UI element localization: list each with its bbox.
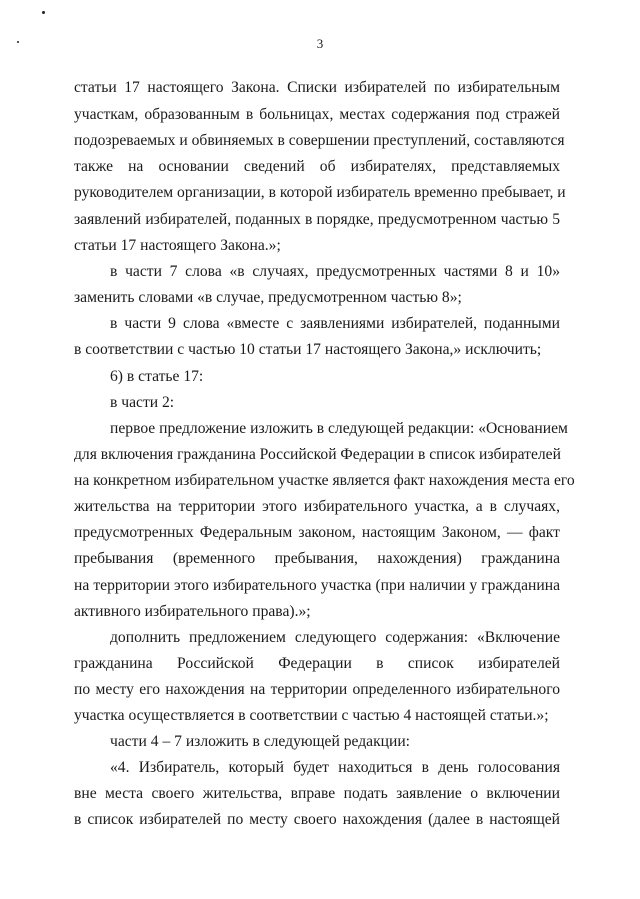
text-line: в части 7 слова «в случаях, предусмотренных частями 8 и 10» (110, 263, 560, 280)
text-line: заменить словами «в случае, предусмотренном частью 8»; (74, 289, 462, 306)
text-line: участкам, образованным в больницах, местах содержания под стражей (74, 106, 560, 123)
text-line: статьи 17 настоящего Закона.»; (74, 237, 281, 254)
text-line: статьи 17 настоящего Закона. Списки избирателей по избирательным (74, 79, 560, 96)
text-line: дополнить предложением следующего содержания: «Включение (110, 629, 560, 646)
text-line: жительства на территории этого избирательного участка, а в случаях, (74, 498, 560, 515)
text-line: на территории этого избирательного участка (при наличии у гражданина (74, 577, 560, 594)
text-line: пребывания (временного пребывания, нахождения) гражданина (74, 550, 560, 567)
text-line: участка осуществляется в соответствии с частью 4 настоящей статьи.»; (74, 707, 549, 724)
text-line: руководителем организации, в которой избиратель временно пребывает, и (74, 184, 566, 201)
text-line: 6) в статье 17: (110, 368, 204, 385)
text-line: для включения гражданина Российской Федерации в список избирателей (74, 446, 561, 463)
scan-speck (42, 11, 45, 14)
text-line: предусмотренных Федеральным законом, настоящим Законом, — факт (74, 524, 560, 541)
text-line: гражданина Российской Федерации в список избирателей (74, 655, 560, 672)
page-number: 3 (316, 36, 324, 51)
text-line: «4. Избиратель, который будет находиться в день голосования (110, 759, 560, 776)
text-line: части 4 – 7 изложить в следующей редакции: (110, 733, 411, 750)
text-line: вне места своего жительства, вправе подать заявление о включении (74, 785, 560, 802)
text-line: также на основании сведений об избирателях, представляемых (74, 158, 560, 175)
text-line: в части 9 слова «вместе с заявлениями избирателей, поданными (110, 315, 560, 332)
text-line: в части 2: (110, 394, 175, 411)
text-line: на конкретном избирательном участке является факт нахождения места его (74, 472, 575, 489)
text-line: в список избирателей по месту своего нахождения (далее в настоящей (74, 811, 560, 828)
text-line: по месту его нахождения на территории определенного избирательного (74, 681, 560, 698)
text-line: в соответствии с частью 10 статьи 17 настоящего Закона,» исключить; (74, 341, 542, 358)
text-line: подозреваемых и обвиняемых в совершении преступлений, составляются (74, 132, 565, 149)
text-line: заявлений избирателей, поданных в порядке, предусмотренном частью 5 (74, 211, 560, 228)
text-line: первое предложение изложить в следующей редакции: «Основанием (110, 420, 568, 437)
text-line: активного избирательного права).»; (74, 603, 311, 620)
